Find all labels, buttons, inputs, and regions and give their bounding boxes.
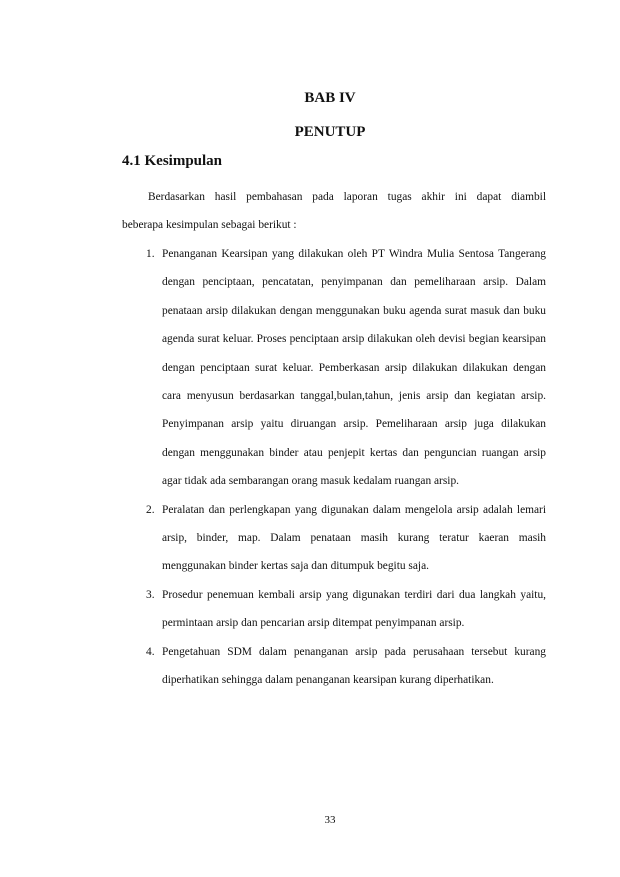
list-item-text: Peralatan dan perlengkapan yang digunakan dalam mengelola arsip adalah lemari arsip, binder, map. Dalam penataan masih kurang teratur kaeran masih menggunakan binder kertas saja dan ditumpuk begitu saja. [162,503,546,573]
chapter-title: PENUTUP [294,124,366,140]
section-heading: 4.1 Kesimpulan [122,153,223,169]
list-item [122,240,546,496]
list-item [122,581,546,638]
list-item-number: 2. [146,503,155,516]
page-number: 33 [324,814,336,826]
chapter-heading: BAB IV [304,90,356,106]
intro-line-1: Berdasarkan hasil pembahasan pada laporan tugas akhir ini dapat diambil [148,191,546,203]
list-item-text: Penanganan Kearsipan yang dilakukan oleh PT Windra Mulia Sentosa Tangerang dengan penciptaan, pencatatan, penyimpanan dan pemeliharaan arsip. Dalam penataan arsip dilakukan dengan menggunakan buku agenda surat masuk dan buku agenda surat keluar. Proses penciptaan arsip dilakukan oleh devisi begian kearsipan dengan penciptaan surat keluar. Pemberkasan arsip dilakukan dilakukan dengan cara menyusun berdasarkan tanggal,bulan,tahun, jenis arsip dan kegiatan arsip. Penyimpanan arsip yaitu diruangan arsip. Pemeliharaan arsip juga dilakukan dengan menggunakan binder atau penjepit kertas dan penguncian ruangan arsip agar tidak ada sembarangan orang masuk kedalam ruangan arsip. [162,248,546,488]
conclusion-list [122,240,546,695]
intro-line-2: beberapa kesimpulan sebagai berikut : [122,219,297,231]
list-item [122,638,546,695]
intro-paragraph [148,183,546,211]
list-item-number: 4. [146,645,155,658]
list-item-number: 1. [146,248,155,260]
list-item-text: Prosedur penemuan kembali arsip yang digunakan terdiri dari dua langkah yaitu, permintaan arsip dan pencarian arsip ditempat penyimpanan arsip. [162,588,546,630]
list-item-text: Pengetahuan SDM dalam penanganan arsip pada perusahaan tersebut kurang diperhatikan sehingga dalam penanganan kearsipan kurang diperhatikan. [162,645,546,687]
list-item [122,496,546,581]
list-item-number: 3. [146,588,155,601]
